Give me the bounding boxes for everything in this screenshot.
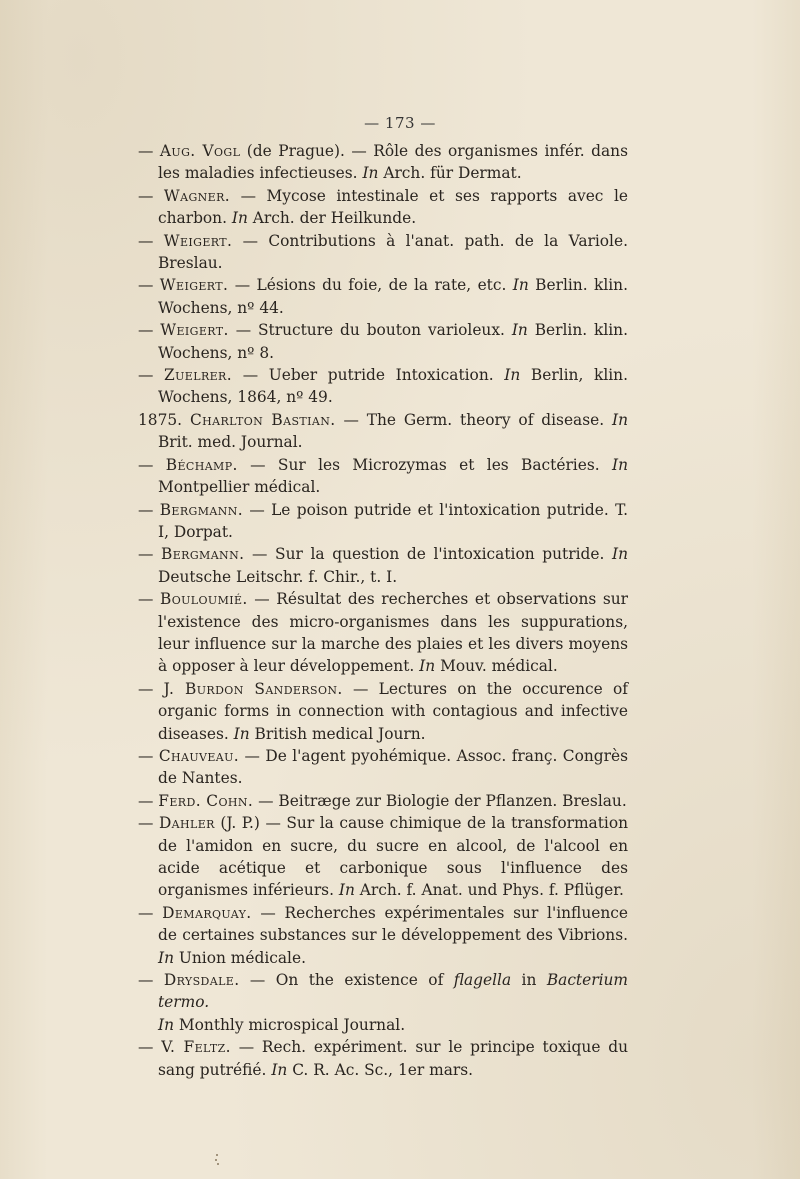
entry-source: C. R. Ac. Sc., 1er mars. [287,1060,474,1079]
bibliography-entry [138,969,628,1036]
entry-prefix: — [138,455,166,474]
entry-title: — Lésions du foie, de la rate, etc. [228,276,513,295]
entry-in: In [233,724,250,743]
entry-italic-term: Bacterium termo. [158,971,629,1012]
entry-author: Bergmann. [159,500,244,519]
entry-prefix: — [138,276,160,295]
bibliography-entry [138,499,628,544]
entry-prefix: — [138,142,160,160]
entry-prefix: — [138,186,164,205]
entry-year: 1875. [138,410,190,429]
entry-source: Mouv. médical. [435,657,558,676]
entry-title: — On the existence of [239,971,454,990]
bibliography-entry [138,454,628,499]
entry-author: Dahler [158,814,215,833]
entry-author: Charlton Bastian. [189,410,336,429]
entry-author: Demarquay. [162,903,252,922]
entry-source: Arch. f. Anat. und Phys. f. Pflüger. [354,881,624,900]
bibliography-entry [138,812,628,902]
entry-in: In [338,881,355,900]
entry-prefix: — [138,366,165,385]
entry-italic-term: flagella [453,971,512,990]
bibliography-entry [138,543,628,588]
entry-title: — Beitræge zur Biologie der Pflanzen. Breslau. [253,791,627,810]
entry-source: Brit. med. Journal. [158,433,303,452]
entry-prefix: — [138,231,164,250]
entry-title: — Ueber putride Intoxication. [232,366,505,385]
entry-prefix: — [138,814,159,833]
page-number: — 173 — [364,114,436,132]
entry-title: — Recherches expérimentales sur l'influence de certaines substances sur le développement des Vibrions. [158,903,628,945]
entry-author: V. Feltz. [161,1038,231,1057]
entry-in: In [504,366,521,385]
entry-in: In [158,1015,174,1034]
entry-in: In [419,657,436,676]
entry-prefix: — [138,500,160,519]
entry-title: — Sur la question de l'intoxication putride. [244,545,612,564]
entry-author: Wagner. [163,186,231,205]
entry-title: in [511,971,547,990]
entry-author: Béchamp. [165,455,238,474]
bibliography-entry [138,140,628,185]
entry-in: In [362,164,379,183]
bibliography-entry [138,1036,628,1081]
entry-author: Ferd. Cohn. [158,791,254,810]
bibliography-entry [138,588,628,678]
entry-author: Bouloumié. [159,590,248,609]
entry-prefix: — [138,545,162,564]
entry-source: Arch. der Heilkunde. [247,209,417,228]
bibliography-entry [138,409,628,454]
entry-in: In [512,276,529,295]
entry-prefix: — [138,746,159,765]
entry-source: Berlin, klin. Wochens, 1864, nº 49. [158,366,628,407]
entry-title: — Sur les Microzymas et les Bactéries. [237,455,612,474]
bibliography-entry [138,274,628,319]
entry-source: Monthly microspical Journal. [174,1015,406,1034]
entry-prefix: — [138,590,160,609]
entry-source: Union médicale. [174,948,306,967]
entry-author: Weigert. [163,231,233,250]
entry-author: Chauveau. [158,746,240,765]
bibliography-list [138,140,628,1081]
entry-title: — Lectures on the occurence of organic forms in connection with contagious and infective diseases. [158,679,628,743]
entry-source: Montpellier médical. [158,478,321,497]
entry-author: Aug. Vogl [159,142,241,160]
entry-in: In [612,410,629,429]
bibliography-entry [138,790,628,812]
paper-speck [214,1152,220,1169]
bibliography-entry [138,678,628,745]
entry-title: — De l'agent pyohémique. Assoc. franç. Congrès de Nantes. [158,746,628,788]
entry-author: Drysdale. [163,971,240,990]
bibliography-entry [138,745,628,790]
entry-title: — Résultat des recherches et observations sur l'existence des micro-organismes dans les suppurations, leur influence sur la marche des plaies et les divers moyens à opposer à leur développement. [158,590,628,676]
entry-title: (de Prague). — Rôle des organismes infér. dans les maladies infectieuses. [158,142,628,183]
entry-prefix: — [138,903,163,922]
bibliography-entry [138,364,628,409]
bibliography-entry [138,902,628,969]
entry-source: Arch. für Dermat. [378,164,522,183]
entry-in: In [511,321,528,340]
bibliography-entry [138,319,628,364]
bibliography-entry [138,230,628,275]
entry-in: In [611,545,628,564]
entry-source: Berlin. klin. Wochens, nº 8. [158,321,628,362]
entry-source: British medical Journ. [249,724,426,743]
entry-author: Bergmann. [161,545,245,564]
entry-title: — Rech. expériment. sur le principe toxique du sang putréfié. [158,1038,628,1079]
entry-prefix: — [138,971,164,990]
entry-author: Zuelrer. [164,366,233,385]
entry-title: — Structure du bouton varioleux. [228,321,512,340]
entry-source: Deutsche Leitschr. f. Chir., t. I. [158,567,398,586]
entry-in: In [158,948,174,967]
entry-title: — The Germ. theory of disease. [335,410,613,429]
entry-in: In [611,455,628,474]
speck-mark [214,1152,220,1166]
entry-prefix: — [138,679,164,698]
entry-author: J. Burdon Sanderson. [163,679,343,698]
entry-source: Berlin. klin. Wochens, nº 44. [158,276,628,317]
entry-in: In [231,209,248,228]
entry-in: In [271,1060,288,1079]
entry-title: — Mycose intestinale et ses rapports avec le charbon. [158,186,628,228]
bibliography-entry [138,185,628,230]
entry-title: — Le poison putride et l'intoxication putride. T. I, Dorpat. [158,500,628,541]
entry-author: Weigert. [159,276,229,295]
entry-title: (J. P.) — Sur la cause chimique de la transformation de l'amidon en sucre, du sucre en alcool, de l'alcool en acide acétique et carbonique sous l'influence des organismes inférieurs. [158,814,628,900]
entry-author: Weigert. [160,321,229,340]
entry-prefix: — [138,791,159,810]
entry-prefix: — [138,1038,162,1057]
entry-prefix: — [138,321,161,340]
entry-title: — Contributions à l'anat. path. de la Variole. Breslau. [158,231,628,273]
